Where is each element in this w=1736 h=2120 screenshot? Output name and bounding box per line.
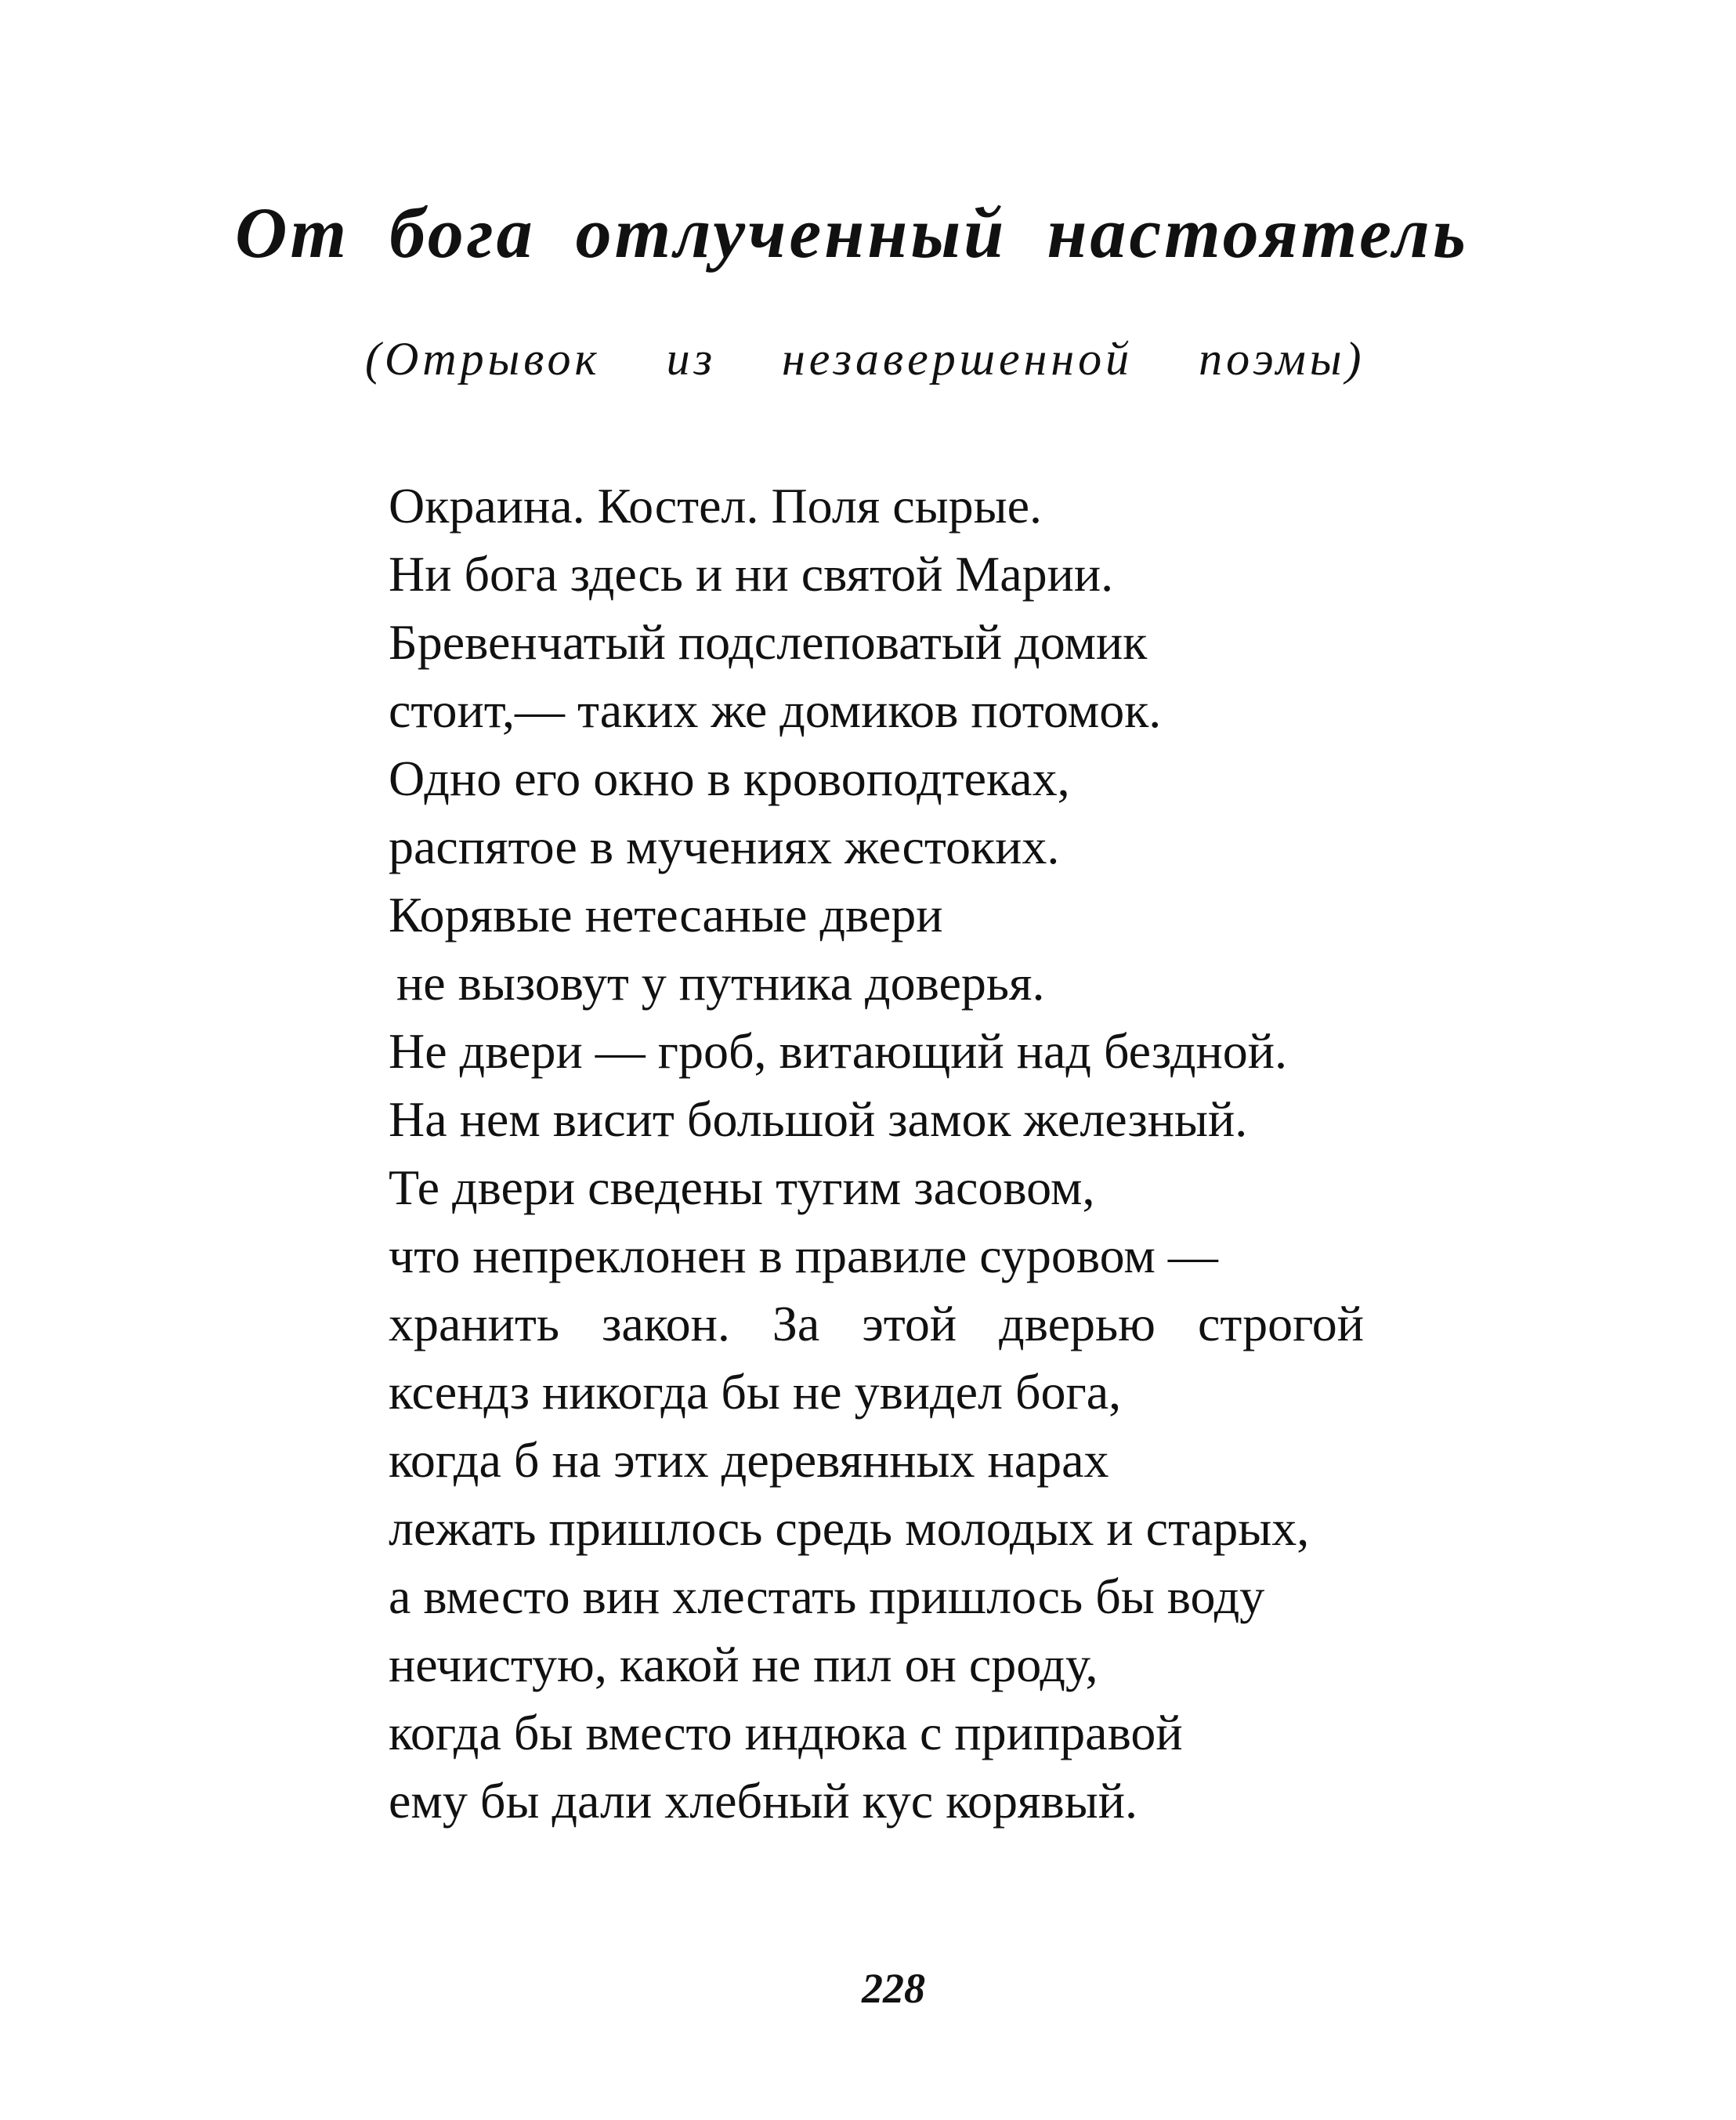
poem-title: От бога отлученный настоятель — [235, 193, 1469, 273]
poem-line: стоит,— таких же домиков потомок. — [389, 682, 1162, 738]
poem-line: Бревенчатый подслеповатый домик — [389, 614, 1148, 670]
page-number: 228 — [862, 1965, 925, 2012]
poem-line: когда бы вместо индюка с приправой — [389, 1705, 1183, 1760]
poem-line: ксендз никогда бы не увидел бога, — [389, 1364, 1122, 1420]
poem-line: Не двери — гроб, витающий над бездной. — [389, 1023, 1288, 1079]
poem-line: не вызовут у путника доверья. — [396, 955, 1045, 1011]
poem-line: Корявые нетесаные двери — [389, 887, 943, 942]
poem-body — [389, 472, 1611, 1835]
poem-line: нечистую, какой не пил он сроду, — [389, 1637, 1098, 1692]
poem-line: хранить закон. За этой дверью строгой — [389, 1296, 1365, 1351]
poem-line: что непреклонен в правиле суровом — — [389, 1228, 1218, 1283]
poem-line: Окраина. Костел. Поля сырые. — [389, 478, 1042, 534]
poem-line: Те двери сведены тугим засовом, — [389, 1159, 1095, 1215]
poem-line: распятое в мучениях жестоких. — [389, 819, 1060, 874]
poem-line: На нем висит большой замок железный. — [389, 1091, 1248, 1147]
poem-line: Ни бога здесь и ни святой Марии. — [389, 546, 1114, 602]
poem-line: ему бы дали хлебный кус корявый. — [389, 1773, 1137, 1829]
poem-line: лежать пришлось средь молодых и старых, — [389, 1500, 1310, 1556]
poem-line: Одно его окно в кровоподтеках, — [389, 751, 1070, 806]
poem-line: а вместо вин хлестать пришлось бы воду — [389, 1568, 1265, 1624]
poem-subtitle: (Отрывок из незавершенной поэмы) — [365, 333, 1365, 385]
poem-line: когда б на этих деревянных нарах — [389, 1432, 1109, 1488]
